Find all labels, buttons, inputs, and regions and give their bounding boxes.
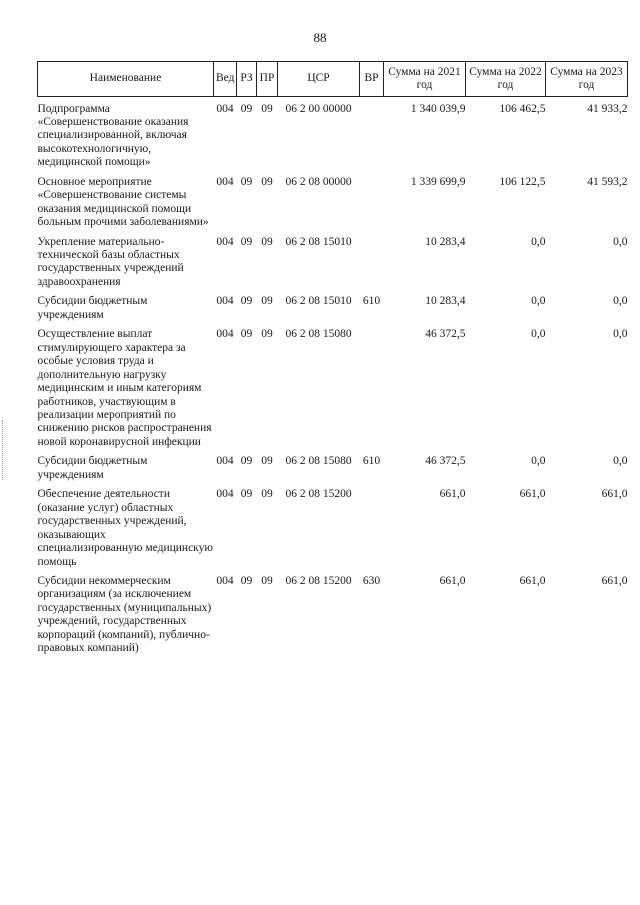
row-sum-2021: 10 283,4 xyxy=(425,235,466,248)
header-pr: ПР xyxy=(257,62,278,97)
row-ved: 004 xyxy=(216,102,234,115)
header-vr: ВР xyxy=(360,62,384,97)
row-sum-2021: 46 372,5 xyxy=(425,328,466,341)
header-sum-2023: Сумма на 2023 год xyxy=(546,62,628,97)
row-sum-2022: 106 462,5 xyxy=(499,102,546,115)
row-pr: 09 xyxy=(261,328,273,341)
row-name: Осуществление выплат стимулирующего характера за особые условия труда и дополнительную нагрузку медицинским и иным категориям работников, участвующим в реализации мероприятий по снижению рисков распространения новой коронавирусной инфекции xyxy=(37,328,212,448)
table-body xyxy=(38,97,628,656)
header-csr: ЦСР xyxy=(278,62,360,97)
row-sum-2021: 10 283,4 xyxy=(425,295,466,308)
row-rz: 09 xyxy=(240,488,253,501)
row-name: Субсидии некоммерческим организациям (за исключением государственных (муниципальных) учреждений, государственных корпораций (компаний), публично-правовых компаний) xyxy=(37,575,212,655)
row-sum-2022: 0,0 xyxy=(531,235,546,248)
row-name: Основное мероприятие «Совершенствование системы оказания медицинской помощи больным прочими заболеваниями» xyxy=(37,175,209,229)
row-sum-2023: 41 933,2 xyxy=(587,102,628,115)
row-sum-2022: 661,0 xyxy=(519,575,546,587)
row-ved: 004 xyxy=(216,175,234,188)
table-row xyxy=(38,236,628,290)
row-csr: 06 2 08 15080 xyxy=(285,455,352,468)
header-sum-2021: Сумма на 2021 год xyxy=(384,62,466,97)
header-sum-2022: Сумма на 2022 год xyxy=(466,62,546,97)
table-row xyxy=(38,328,628,449)
row-sum-2022: 0,0 xyxy=(531,295,546,308)
row-vr: 630 xyxy=(362,575,381,587)
row-ved: 004 xyxy=(216,235,234,248)
header-ved: Вед xyxy=(214,62,237,97)
row-rz: 09 xyxy=(240,328,253,341)
row-vr xyxy=(360,488,384,569)
row-sum-2023: 0,0 xyxy=(613,295,628,308)
row-ved: 004 xyxy=(216,575,234,587)
row-pr: 09 xyxy=(261,488,273,501)
row-vr xyxy=(360,328,384,449)
row-vr xyxy=(360,176,384,230)
table-row xyxy=(38,295,628,322)
row-sum-2021: 661,0 xyxy=(439,488,466,501)
row-name: Укрепление материально-технической базы областных государственных учреждений здравоохранения xyxy=(37,235,184,288)
row-csr: 06 2 08 15080 xyxy=(285,328,352,341)
row-csr: 06 2 08 15200 xyxy=(285,575,352,587)
row-ved: 004 xyxy=(216,455,234,468)
row-sum-2022: 0,0 xyxy=(531,455,546,468)
table-header xyxy=(38,62,628,97)
row-rz: 09 xyxy=(240,575,253,587)
row-csr: 06 2 08 15200 xyxy=(285,488,352,501)
row-name: Субсидии бюджетным учреждениям xyxy=(37,295,148,321)
row-pr: 09 xyxy=(261,102,273,115)
row-sum-2021: 1 339 699,9 xyxy=(410,175,466,188)
header-rz: РЗ xyxy=(237,62,257,97)
row-sum-2023: 0,0 xyxy=(613,455,628,468)
row-name: Обеспечение деятельности (оказание услуг) областных государственных учреждений, оказывающих специализированную медицинскую помощь xyxy=(37,488,213,568)
row-csr: 06 2 08 15010 xyxy=(285,235,352,248)
row-vr: 610 xyxy=(362,455,381,468)
row-sum-2023: 661,0 xyxy=(601,575,628,587)
row-rz: 09 xyxy=(240,102,253,115)
row-rz: 09 xyxy=(240,235,253,248)
row-pr: 09 xyxy=(261,175,273,188)
table-row xyxy=(38,176,628,230)
row-sum-2023: 0,0 xyxy=(613,235,628,248)
row-vr: 610 xyxy=(362,295,381,308)
row-csr: 06 2 08 00000 xyxy=(285,175,352,188)
header-name: Наименование xyxy=(38,62,214,97)
table-row xyxy=(38,455,628,482)
row-pr: 09 xyxy=(261,575,273,587)
table-row xyxy=(38,488,628,569)
row-vr xyxy=(360,236,384,290)
table-row xyxy=(38,103,628,170)
row-pr: 09 xyxy=(261,455,273,468)
row-sum-2021: 46 372,5 xyxy=(425,455,466,468)
row-sum-2021: 1 340 039,9 xyxy=(410,102,466,115)
row-pr: 09 xyxy=(261,295,273,308)
row-pr: 09 xyxy=(261,235,273,248)
row-rz: 09 xyxy=(240,455,253,468)
row-rz: 09 xyxy=(240,175,253,188)
row-csr: 06 2 08 15010 xyxy=(285,295,352,308)
row-sum-2022: 661,0 xyxy=(519,488,546,501)
row-sum-2023: 41 593,2 xyxy=(587,175,628,188)
row-sum-2022: 0,0 xyxy=(531,328,546,341)
page-number: 88 xyxy=(313,30,327,45)
scan-edge-marks xyxy=(2,420,6,480)
row-ved: 004 xyxy=(216,295,234,308)
budget-table xyxy=(37,61,628,656)
row-sum-2021: 661,0 xyxy=(439,575,466,587)
row-name: Подпрограмма «Совершенствование оказания специализированной, включая высокотехнологичную, медицинской помощи» xyxy=(37,102,189,169)
row-sum-2023: 661,0 xyxy=(601,488,628,501)
row-sum-2022: 106 122,5 xyxy=(499,175,546,188)
row-rz: 09 xyxy=(240,295,253,308)
row-sum-2023: 0,0 xyxy=(613,328,628,341)
table-row xyxy=(38,575,628,656)
row-vr xyxy=(360,103,384,170)
row-ved: 004 xyxy=(216,328,234,341)
row-csr: 06 2 00 00000 xyxy=(285,102,352,115)
row-ved: 004 xyxy=(216,488,234,501)
row-name: Субсидии бюджетным учреждениям xyxy=(37,455,148,481)
